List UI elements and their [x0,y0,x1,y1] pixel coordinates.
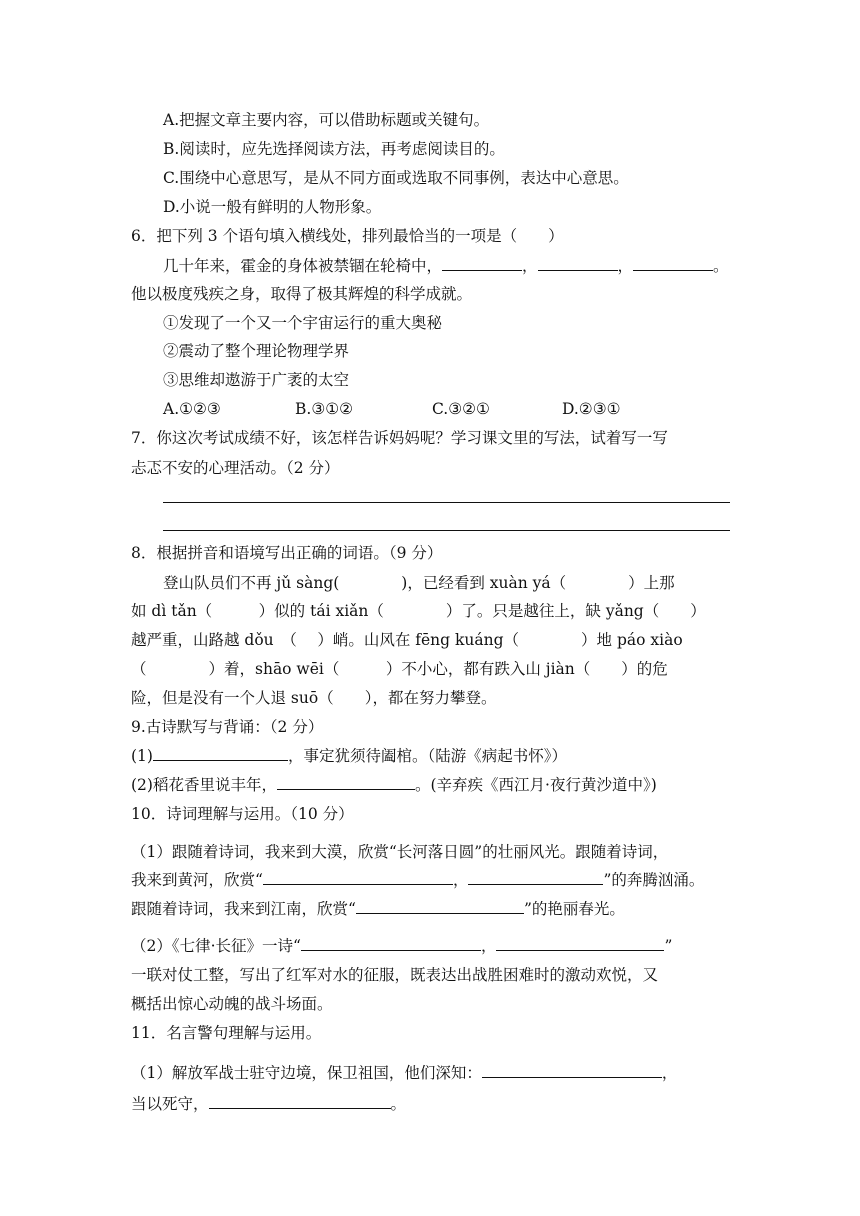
q6-paragraph-line2: 他以极度残疾之身，取得了极其辉煌的科学成就。 [131,285,473,303]
q6-item-1: ①发现了一个又一个宇宙运行的重大奥秘 [163,314,443,332]
q8-stem: 8．根据拼音和语境写出正确的词语。（9 分） [131,544,443,562]
q9-blank-2[interactable] [277,775,415,790]
q6-para-start: 几十年来，霍金的身体被禁锢在轮椅中， [163,257,443,275]
q7-answer-line-1[interactable] [163,502,730,503]
comma: ， [661,1064,678,1082]
q6-item-2: ②震动了整个理论物理学界 [163,342,350,360]
q10-p1-line2 [131,870,704,890]
q7-answer-line-2[interactable] [163,530,730,531]
q10-p1-line2-a: 我来到黄河，欣赏“ [131,871,263,889]
q10-blank-4[interactable] [301,936,481,951]
q10-p2-line3: 概括出惊心动魄的战斗场面。 [131,995,333,1013]
q10-p2-line1 [131,936,672,956]
comma: ， [617,257,634,275]
q10-p1-line3-b: ”的艳丽春光。 [523,900,625,918]
q10-blank-5[interactable] [496,936,664,951]
q9-line-2 [131,775,657,795]
q6-blank-1[interactable] [442,256,522,271]
q11-stem: 11．名言警句理解与运用。 [131,1024,322,1042]
q10-p2-line1-c: ” [664,937,673,955]
q10-stem: 10．诗词理解与运用。（10 分） [131,805,354,823]
q7-stem-line1: 7．你这次考试成绩不好，该怎样告诉妈妈呢？学习课文里的写法，试着写一写 [131,429,668,447]
q8-line-5: 险，但是没有一个人退 suō（ ），都在努力攀登。 [131,689,497,707]
q10-p1-line1: （1）跟随着诗词，我来到大漠，欣赏“长河落日圆”的壮丽风光。跟随着诗词， [131,843,669,861]
q9-l2-suffix: 。(辛弃疾《西江月·夜行黄沙道中》) [414,776,657,794]
q9-l2-prefix: (2)稻花香里说丰年， [131,776,277,794]
q5-option-c: C.围绕中心意思写，是从不同方面或选取不同事例，表达中心意思。 [163,169,629,187]
q9-l1-suffix: ，事定犹须待阖棺。（陆游《病起书怀》） [287,747,567,765]
q10-blank-3[interactable] [356,899,524,914]
period: 。 [390,1095,407,1113]
q11-line1 [131,1063,677,1083]
q8-line-3: 越严重，山路越 dǒu （ ）峭。山风在 fēng kuáng（ ）地 páo xiào [131,631,683,649]
q5-option-a: A.把握文章主要内容，可以借助标题或关键句。 [163,111,490,129]
q11-line2-a: 当以死守， [131,1095,209,1113]
q6-stem: 6．把下列 3 个语句填入横线处，排列最恰当的一项是（ ） [131,227,564,245]
period: 。 [713,257,729,275]
q6-choice-d[interactable]: D.②③① [562,400,621,418]
q11-line1-a: （1）解放军战士驻守边境，保卫祖国，他们深知： [131,1064,482,1082]
q10-p1-line3-a: 跟随着诗词，我来到江南，欣赏“ [131,900,356,918]
q10-p1-line3 [131,899,625,919]
q8-line-2: 如 dì tǎn（ ）似的 tái xiǎn（ ）了。只是越往上，缺 yǎng（ ） [131,602,706,620]
q8-line-1: 登山队员们不再 jǔ sàng( )，已经看到 xuàn yá（ ）上那 [163,574,675,592]
q10-p1-line2-c: ”的奔腾汹涌。 [603,871,705,889]
q6-blank-3[interactable] [633,256,713,271]
q11-line2 [131,1094,406,1114]
q5-option-d: D.小说一般有鲜明的人物形象。 [163,198,382,216]
comma: ， [452,871,469,889]
q10-p2-line2: 一联对仗工整，写出了红军对水的征服，既表达出战胜困难时的激动欢悦，又 [131,966,659,984]
q11-blank-1[interactable] [482,1063,662,1078]
q10-p2-line1-a: （2）《七律·长征》一诗“ [131,937,301,955]
q6-choice-b[interactable]: B.③①② [295,400,354,418]
q6-paragraph-line1 [163,256,729,276]
q11-blank-2[interactable] [209,1094,391,1109]
comma: ， [522,257,538,275]
q6-blank-2[interactable] [538,256,618,271]
q9-blank-1[interactable] [153,746,288,761]
q9-l1-prefix: (1) [131,747,153,765]
q8-line-4: （ ）着，shāo wēi（ ）不小心，都有跌入山 jiàn（ ）的危 [131,660,668,678]
q5-option-b: B.阅读时，应先选择阅读方法，再考虑阅读目的。 [163,140,505,158]
q6-choice-c[interactable]: C.③②① [432,400,490,418]
q9-line-1 [131,746,567,766]
q6-item-3: ③思维却遨游于广袤的太空 [163,371,350,389]
q10-blank-1[interactable] [263,870,453,885]
q7-stem-line2: 忐忑不安的心理活动。（2 分） [131,459,340,477]
q10-blank-2[interactable] [468,870,603,885]
comma: ， [480,937,497,955]
q9-stem: 9.古诗默写与背诵：（2 分） [131,718,324,736]
q6-choice-a[interactable]: A.①②③ [163,400,221,418]
